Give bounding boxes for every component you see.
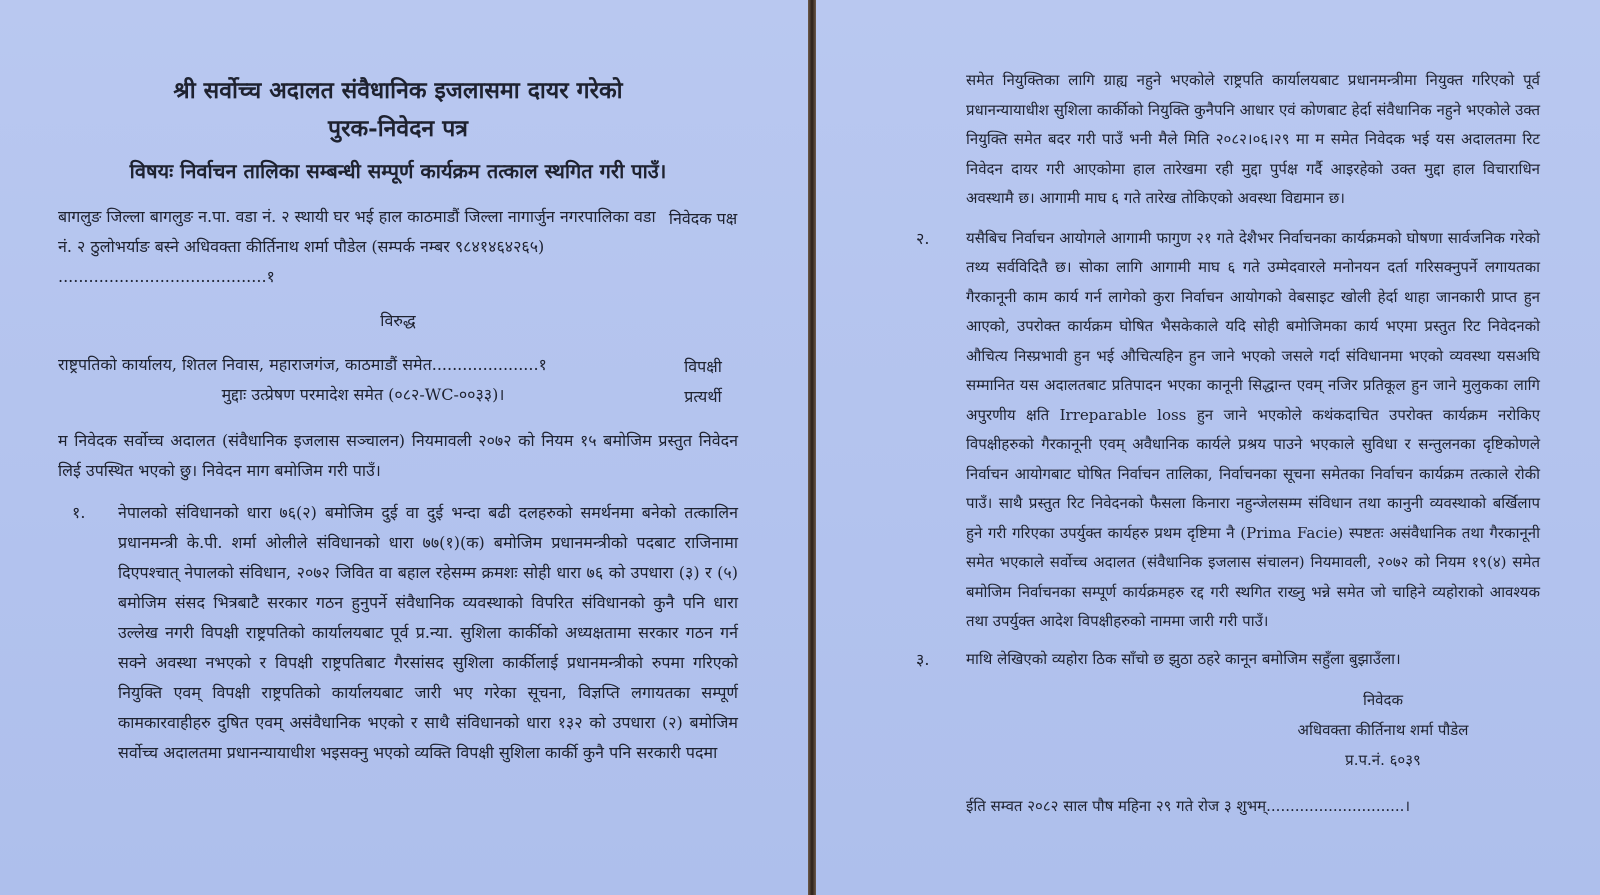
- respondent-role: विपक्षी प्रत्यर्थी: [684, 357, 722, 406]
- signature-name: अधिवक्ता कीर्तिनाथ शर्मा पौडेल: [1297, 720, 1469, 739]
- respondent-block: [58, 350, 738, 412]
- item-number: ३.: [916, 649, 930, 669]
- respondent-details: राष्ट्रपतिको कार्यालय, शितल निवास, महाराजगंज, काठमाडौं समेत.....................१: [58, 355, 547, 374]
- right-document-page: [816, 0, 1600, 895]
- petition-item-3: [916, 645, 1540, 675]
- item-1-continuation: समेत नियुक्तिका लागि ग्राह्य नहुने भएकोले राष्ट्रपति कार्यालयबाट प्रधानमन्त्रीमा नियुक्त गरिएको पूर्व प्रधानन्यायाधीश सुशिला कार्कीको नियुक्ति कुनैपनि आधार एवं कोणबाट हेर्दा संवैधानिक नहुने भएकोले उक्त नियुक्ति समेत बदर गरी पाउँ भनी मैले मिति २०८२।०६।२९ मा म समेत निवेदक भई यस अदालतमा रिट निवेदन दायर गरी आएकोमा हाल तारेखमा रही मुद्दा पुर्पक्ष गर्दै आइरहेको उक्त मुद्दा हाल विचाराधिन अवस्थामै छ। आगामी माघ ६ गते तारेख तोकिएको अवस्था विद्यमान छ।: [966, 71, 1540, 207]
- document-subject: विषयः निर्वाचन तालिका सम्बन्धी सम्पूर्ण कार्यक्रम तत्काल स्थगित गरी पाउँ।: [129, 159, 667, 183]
- signature-license: प्र.प.नं. ६०३९: [1345, 750, 1421, 769]
- petition-item-1: [58, 498, 738, 768]
- petitioner-details: बागलुङ जिल्ला बागलुङ न.पा. वडा नं. २ स्थायी घर भई हाल काठमाडौं जिल्ला नागार्जुन नगरपालिका वडा नं. २ ठुलोभर्याङ बस्ने अधिवक्ता कीर्तिनाथ शर्मा पौडेल (सम्पर्क नम्बर ९८४१४६४२६५) .........................................१: [58, 207, 656, 286]
- signature-block: [1226, 685, 1540, 775]
- page-fold-divider: [808, 0, 816, 895]
- item-text: यसैबिच निर्वाचन आयोगले आगामी फागुण २१ गते देशैभर निर्वाचनका कार्यक्रमको घोषणा सार्वजनिक गरेको तथ्य सर्वविदितै छ। सोका लागि आगामी माघ ६ गते उम्मेदवारले मनोनयन दर्ता गरिसक्नुपर्ने लगायतका गैरकानूनी काम कार्य गर्न लागेको कुरा निर्वाचन आयोगको वेबसाइट खोली हेर्दा थाहा जानकारी प्राप्त हुन आएको, उपरोक्त कार्यक्रम घोषित भैसकेकाले यदि सोही बमोजिमका कार्य भएमा प्रस्तुत रिट निवेदनको औचित्य निस्प्रभावी हुन भई औचित्यहिन हुन जाने भएको जसले गर्दा संविधानमा भएको व्यवस्था यसअघि सम्मानित यस अदालतबाट प्रतिपादन भएका कानूनी सिद्धान्त एवम् नजिर प्रतिकूल हुन जाने मुलुकका लागि अपुरणीय क्षति Irreparable loss हुन जाने भएकोले कथंकदाचित उपरोक्त कार्यक्रम नरोकिए विपक्षीहरुको गैरकानूनी एवम् अवैधानिक कार्यले प्रश्रय पाउने भएकाले सुविधा र सन्तुलनका दृष्टिकोणले निर्वाचन आयोगबाट घोषित निर्वाचन तालिका, निर्वाचनका सूचना समेतका निर्वाचन कार्यक्रम तत्काले रोकी पाउँ। साथै प्रस्तुत रिट निवेदनको फैसला किनारा नहुन्जेलसम्म संविधान तथा कानुनी व्यवस्थाको बर्खिलाप हुने गरी गरिएका उपर्युक्त कार्यहरु प्रथम दृष्टिमा नै (Prima Facie) स्पष्टतः असंवैधानिक तथा गैरकानूनी समेत भएकाले सर्वोच्च अदालत (संवैधानिक इजलास संचालन) नियमावली, २०७२ को नियम १९(४) समेत बमोजिम निर्वाचनका सम्पूर्ण कार्यक्रमहरु रद्द गरी स्थगित राख्नु भन्ने समेत जो चाहिने व्यहोराको आवश्यक तथा उपर्युक्त आदेश विपक्षीहरुको नाममा जारी गरी पाउँ।: [966, 228, 1540, 630]
- document-heading-court: श्री सर्वोच्च अदालत संवैधानिक इजलासमा दायर गरेको: [173, 77, 623, 104]
- signature-title: निवेदक: [1362, 690, 1404, 709]
- petition-item-2: [916, 224, 1540, 637]
- document-date-line: ईति सम्वत २०८२ साल पौष महिना २९ गते रोज ३ शुभम्.............................।: [966, 796, 1411, 815]
- item-number: १.: [72, 503, 86, 522]
- case-reference: मुद्दाः उत्प्रेषण परमादेश समेत (०८२-WC-००३३)।: [221, 385, 505, 404]
- document-heading-title: पुरक-निवेदन पत्र: [328, 115, 468, 142]
- petition-intro: म निवेदक सर्वोच्च अदालत (संवैधानिक इजलास सञ्चालन) नियमावली २०७२ को नियम १५ बमोजिम प्रस्तुत निवेदन लिई उपस्थित भएको छु। निवेदन माग बमोजिम गरी पाउँ।: [58, 431, 738, 480]
- item-number: २.: [916, 228, 930, 248]
- petitioner-block: [58, 202, 738, 292]
- petitioner-role: निवेदक पक्ष: [668, 209, 738, 228]
- item-text: माथि लेखिएको व्यहोरा ठिक साँचो छ झुठा ठहरे कानून बमोजिम सहुँला बुझाउँला।: [966, 649, 1401, 668]
- item-text: नेपालको संविधानको धारा ७६(२) बमोजिम दुई वा दुई भन्दा बढी दलहरुको समर्थनमा बनेको तत्कालिन प्रधानमन्त्री के.पी. शर्मा ओलीले संविधानको धारा ७७(१)(क) बमोजिम प्रधानमन्त्रीको पदबाट राजिनामा दिएपश्चात् नेपालको संविधान, २०७२ जिवित वा बहाल रहेसम्म क्रमशः सोही धारा ७६ को उपधारा (३) र (५) बमोजिम संसद भित्रबाटै सरकार गठन हुनुपर्ने संवैधानिक व्यवस्थाको विपरित संविधानको कुनै पनि धारा उल्लेख नगरी विपक्षी राष्ट्रपतिको कार्यालयबाट पूर्व प्र.न्या. सुशिला कार्कीको अध्यक्षतामा सरकार गठन गर्न सक्ने अवस्था नभएको र विपक्षी राष्ट्रपतिबाट गैरसांसद सुशिला कार्कीलाई प्रधानमन्त्रीको रुपमा गरिएको नियुक्ति एवम् विपक्षी राष्ट्रपतिको कार्यालयबाट जारी भए गरेका सूचना, विज्ञप्ति लगायतका सम्पूर्ण कामकारवाहीहरु दुषित एवम् असंवैधानिक भएको र साथै संविधानको धारा १३२ को उपधारा (२) बमोजिम सर्वोच्च अदालतमा प्रधानन्यायाधीश भइसक्नु भएको व्यक्ति विपक्षी सुशिला कार्की कुनै पनि सरकारी पदमा: [118, 503, 738, 762]
- versus-label: विरुद्ध: [380, 311, 416, 330]
